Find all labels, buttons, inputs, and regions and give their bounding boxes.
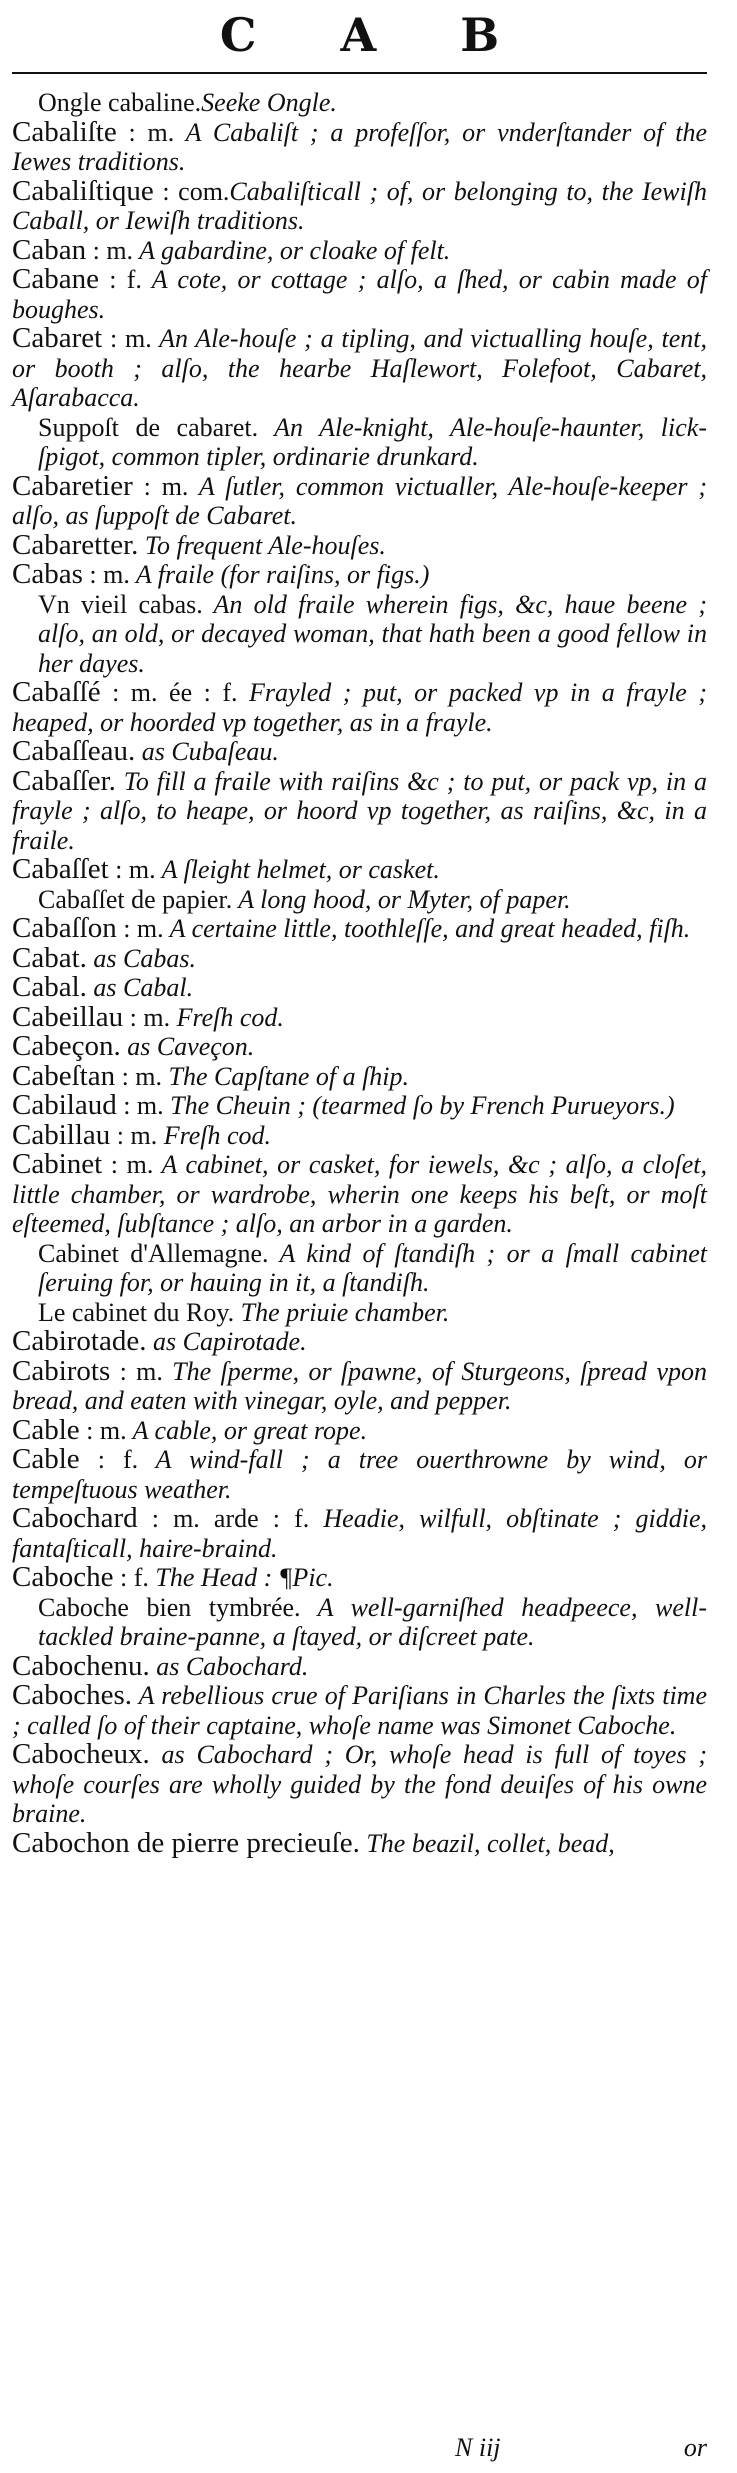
entry-definition: Seeke Ongle. <box>201 88 337 117</box>
entry-definition: A gabardine, or cloake of felt. <box>133 235 451 265</box>
entry-headword: Caboches. <box>12 1679 132 1711</box>
entry-definition: An Ale-knight, Ale-houſe-haunter, lick-ſpigot, common tipler, ordinarie drunkard. <box>38 412 707 471</box>
entry-headword: Cabirotade. <box>12 1325 147 1357</box>
entry-definition: To fill a fraile with raiſins &c ; to put, or pack vp, in a frayle ; alſo, to heape, or hoord vp together, as raiſins, &c, in a fraile. <box>12 766 707 855</box>
entry-definition: as Cabal. <box>86 973 194 1002</box>
entry-headword: Cabas <box>12 558 83 590</box>
entry-headword: Cabinet <box>12 1148 103 1180</box>
dictionary-entry <box>12 1000 707 1033</box>
entry-grammar: : m. <box>132 471 189 501</box>
sub-entry <box>12 88 707 118</box>
entry-headword: Cabane <box>12 263 99 295</box>
dictionary-entry <box>12 1354 707 1416</box>
entry-definition: A certaine little, toothleſſe, and great headed, fiſh. <box>163 914 691 943</box>
entry-grammar: : m. <box>123 1002 171 1032</box>
dictionary-entry <box>12 1826 707 1859</box>
dictionary-entry <box>12 560 707 590</box>
entry-definition: The Head : ¶Pic. <box>148 1563 334 1592</box>
sub-entry <box>12 413 707 472</box>
entry-headword: Cabilaud <box>12 1089 117 1121</box>
entry-definition: A cote, or cottage ; alſo, a ſhed, or cabin made of boughes. <box>12 265 707 324</box>
entries-list <box>12 88 707 1858</box>
entry-definition: The ſperme, or ſpawne, of Sturgeons, ſpread vpon bread, and eaten with vinegar, oyle, and pepper. <box>12 1356 707 1415</box>
entry-headword: Cabirots <box>12 1354 111 1387</box>
dictionary-entry <box>12 764 707 856</box>
entry-definition: A fraile (for raiſins, or figs.) <box>129 560 430 589</box>
entry-grammar: : m. <box>82 560 130 589</box>
entry-definition: The priuie chamber. <box>234 1297 450 1327</box>
page-footer <box>0 2433 737 2467</box>
entry-grammar: : m. <box>102 324 152 353</box>
signature-mark: N iij <box>455 2433 501 2462</box>
entry-grammar: : m. arde : f. <box>137 1504 310 1533</box>
entry-definition: The Cheuin ; (tearmed ſo by French Purueyors.) <box>163 1091 675 1120</box>
dictionary-entry <box>12 1681 707 1740</box>
entry-definition: as Cabochard. <box>149 1651 309 1681</box>
entry-grammar: : m. <box>110 1120 158 1150</box>
entry-definition: A kind of ſtandiſh ; or a ſmall cabinet ſeruing for, or hauing in it, a ſtandiſh. <box>38 1238 708 1297</box>
entry-headword: Cabeſtan <box>12 1059 116 1092</box>
entry-headword: Cabal. <box>12 971 87 1003</box>
sub-entry <box>12 885 707 915</box>
dictionary-entry <box>12 469 707 531</box>
entry-grammar: : com. <box>153 176 230 206</box>
entry-definition: A cabinet, or casket, for iewels, &c ; alſo, a cloſet, little chamber, or wardrobe, wherin one keeps his beſt, or moſt eſteemed, ſubſtance ; alſo, an arbor in a garden. <box>12 1150 707 1238</box>
entry-grammar: : f. <box>79 1445 139 1474</box>
entry-definition: An old fraile wherein figs, &c, haue beene ; alſo, an old, or decayed woman, that hath been a good fellow in her dayes. <box>38 589 707 678</box>
entry-headword: Cable <box>12 1413 80 1446</box>
dictionary-entry <box>12 265 707 324</box>
entry-headword: Cabeçon. <box>12 1030 121 1062</box>
dictionary-entry <box>12 233 707 266</box>
entry-definition: A rebellious crue of Pariſians in Charles the ſixts time ; called ſo of their captaine, whoſe name was Simonet Caboche. <box>12 1681 707 1740</box>
dictionary-entry <box>12 1563 707 1593</box>
entry-grammar: : m. <box>86 235 134 265</box>
entry-grammar: : m. ée : f. <box>100 678 238 707</box>
entry-headword: Cabaretier <box>12 469 133 502</box>
entry-headword: Cabaſſeau. <box>12 735 136 767</box>
entry-definition: as Cabochard ; Or, whoſe head is full of toyes ; whoſe courſes are wholly guided by the fond deuiſes of his owne braine. <box>12 1740 707 1828</box>
entry-definition: A well-garniſhed headpeece, well-tackled braine-panne, a ſtayed, or diſcreet pate. <box>38 1592 707 1651</box>
dictionary-entry <box>12 1150 707 1239</box>
entry-grammar: : m. <box>108 855 156 884</box>
entry-headword: Caboche bien tymbrée. <box>38 1592 301 1622</box>
entry-headword: Cabocheux. <box>12 1738 150 1770</box>
entry-headword: Vn vieil cabas. <box>38 589 203 619</box>
entry-headword: Cabaliſte <box>12 115 117 148</box>
entry-grammar: : m. <box>116 1091 164 1120</box>
dictionary-entry <box>12 528 707 561</box>
entry-headword: Cabat. <box>12 941 87 974</box>
entry-grammar: : f. <box>113 1563 149 1592</box>
entry-definition: The Capſtane of a ſhip. <box>162 1061 410 1091</box>
entry-headword: Suppoſt de cabaret. <box>38 412 259 442</box>
entry-definition: as Capirotade. <box>146 1327 307 1356</box>
entry-definition: To frequent Ale-houſes. <box>138 530 386 560</box>
dictionary-entry <box>12 914 707 944</box>
dictionary-entry <box>12 1327 707 1357</box>
entry-headword: Cabaliſtique <box>12 174 154 207</box>
entry-definition: as Cabas. <box>86 943 196 973</box>
dictionary-entry <box>12 1740 707 1829</box>
entry-definition: as Caveçon. <box>120 1032 255 1061</box>
sub-entry <box>12 1298 707 1328</box>
entry-grammar: : m. <box>115 1061 163 1091</box>
dictionary-entry <box>12 1504 707 1563</box>
entry-headword: Cabochard <box>12 1502 138 1534</box>
entry-definition: A wind-fall ; a tree ouerthrowne by wind, or tempeſtuous weather. <box>12 1445 707 1504</box>
dictionary-entry <box>12 1091 707 1121</box>
entry-definition: Frayled ; put, or packed vp in a frayle ; heaped, or hoorded vp together, as in a frayle. <box>12 678 707 737</box>
entry-definition: Headie, wilfull, obſtinate ; giddie, fantaſticall, haire-braind. <box>12 1504 707 1563</box>
entry-definition: An Ale-houſe ; a tipling, and victualling houſe, tent, or booth ; alſo, the hearbe Haſlewort, Folefoot, Cabaret, Aſarabacca. <box>12 324 707 412</box>
header-rule <box>12 72 707 74</box>
entry-headword: Cable <box>12 1443 80 1475</box>
dictionary-entry <box>12 1413 707 1446</box>
entry-definition: A long hood, or Myter, of paper. <box>232 884 571 914</box>
dictionary-entry <box>12 115 707 177</box>
catchword: or <box>683 2433 707 2462</box>
entry-grammar: : m. <box>116 914 164 943</box>
dictionary-entry <box>12 1118 707 1151</box>
entry-headword: Cabaſſet de papier. <box>38 884 233 914</box>
entry-headword: Cabaſſet <box>12 853 109 885</box>
entry-headword: Cabochenu. <box>12 1649 150 1682</box>
sub-entry <box>12 590 707 679</box>
entry-headword: Cabaret <box>12 322 103 354</box>
entry-definition: Freſh cod. <box>157 1120 272 1150</box>
entry-headword: Cabaſſon <box>12 912 117 944</box>
dictionary-entry <box>12 324 707 413</box>
entry-grammar: : f. <box>98 265 142 294</box>
entry-headword: Le cabinet du Roy. <box>38 1297 235 1327</box>
entry-definition: Cabaliſticall ; of, or belonging to, the Iewiſh Caball, or Iewiſh traditions. <box>12 176 707 235</box>
entry-headword: Cabillau <box>12 1118 111 1151</box>
dictionary-entry <box>12 737 707 767</box>
entry-definition: A Cabaliſt ; a profeſſor, or vnderſtander of the Iewes traditions. <box>12 117 707 176</box>
entry-definition: Freſh cod. <box>170 1002 284 1032</box>
entry-headword: Cabochon de pierre precieuſe. <box>12 1826 360 1859</box>
entry-headword: Cabaſſé <box>12 676 101 708</box>
entry-grammar: : m. <box>116 117 175 147</box>
entry-headword: Ongle cabaline. <box>38 88 202 117</box>
entry-definition: A cable, or great rope. <box>126 1415 368 1445</box>
entry-headword: Caboche <box>12 1561 114 1593</box>
entry-headword: Cabaretter. <box>12 528 139 561</box>
sub-entry <box>12 1593 707 1652</box>
dictionary-entry <box>12 1445 707 1504</box>
entry-grammar: : m. <box>102 1150 154 1179</box>
dictionary-entry <box>12 973 707 1003</box>
entry-headword: Cabaſſer. <box>12 764 116 797</box>
dictionary-entry <box>12 1032 707 1062</box>
entry-definition: The beazil, collet, bead, <box>359 1828 615 1858</box>
dictionary-entry <box>12 174 707 236</box>
entry-definition: A ſleight helmet, or casket. <box>155 855 440 884</box>
entry-definition: A ſutler, common victualler, Ale-houſe-keeper ; alſo, as ſuppoſt de Cabaret. <box>12 471 707 530</box>
entry-headword: Caban <box>12 233 87 266</box>
entry-grammar: : m. <box>79 1415 127 1445</box>
entry-grammar: : m. <box>110 1356 163 1386</box>
sub-entry <box>12 1239 707 1298</box>
entry-headword: Cabinet d'Allemagne. <box>38 1238 269 1268</box>
dictionary-entry <box>12 1649 707 1682</box>
dictionary-entry <box>12 855 707 885</box>
dictionary-entry <box>12 941 707 974</box>
entry-definition: as Cubaſeau. <box>135 737 279 766</box>
entry-headword: Cabeillau <box>12 1000 124 1033</box>
page-header: C A B <box>219 8 534 62</box>
dictionary-entry <box>12 678 707 737</box>
dictionary-entry <box>12 1059 707 1092</box>
